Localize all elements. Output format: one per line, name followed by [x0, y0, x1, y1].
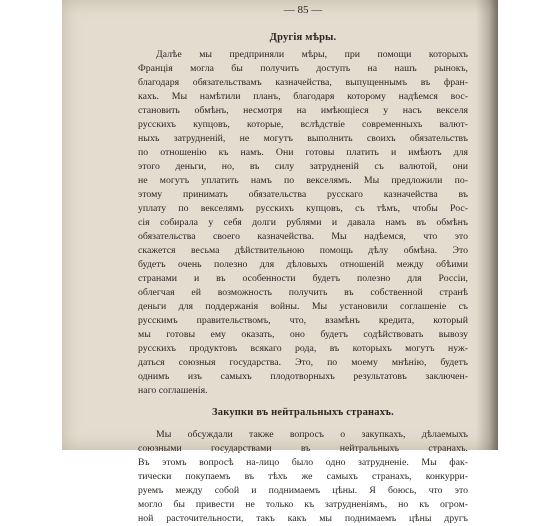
text-line: русскимъ правительствомъ, что, взамѣнъ кредита, который: [138, 315, 468, 326]
text-line: русскихъ продуктовъ всякаго рода, въ которыхъ могутъ нуж-: [138, 343, 468, 354]
text-line: по отношенію къ намъ. Они готовы платить и имѣютъ для: [138, 147, 468, 158]
text-line: Далѣе мы предприняли мѣры, при помощи которыхъ: [156, 49, 468, 60]
text-line: даться союзныя государства. Это, по моему мнѣнію, будетъ: [138, 357, 468, 368]
text-line: этого деньги, но, въ силу затрудненій съ валютой, они: [138, 161, 468, 172]
text-line: странами и въ особенности будетъ полезно для Россіи,: [138, 273, 468, 284]
text-line: ной расточительности, такъ какъ мы поднимаемъ цѣны другъ: [138, 513, 468, 524]
section-heading: Другія мѣры.: [269, 32, 337, 43]
text-line: руемъ между собой и поднимаемъ цѣны. Я боюсь, что это: [138, 485, 468, 496]
text-line: этому принимать обязательства русскаго казначейства въ: [138, 189, 468, 200]
text-line: мы готовы ему оказать, оно будетъ содѣйствовать вывозу: [138, 329, 468, 340]
text-line: Мы обсуждали также вопросъ о закупкахъ, дѣлаемыхъ: [156, 429, 468, 440]
text-line: тически покупаемъ въ тѣхъ же самыхъ странахъ, конкурри-: [138, 471, 468, 482]
book-spine-shadow: [476, 0, 498, 450]
paragraph: [138, 428, 468, 526]
text-line: сія собирала у себя долги рублями и давала намъ въ обмѣнъ: [138, 217, 468, 228]
text-line: будетъ очень полезно для дѣловыхъ отношеній между обѣими: [138, 259, 468, 270]
paragraph: [138, 48, 468, 398]
text-line: благодаря обязательствамъ казначейства, выпущеннымъ въ фран-: [138, 77, 468, 88]
text-line: облегчая ей возможность получить въ собственной странѣ: [138, 287, 468, 298]
text-line: кахъ. Мы намѣтили планъ, благодаря которому надѣемся вос-: [138, 91, 468, 102]
text-line: уплату по векселямъ русскихъ купцовъ, съ тѣмъ, чтобы Рос-: [138, 203, 468, 214]
text-line: не могутъ уплатить намъ по векселямъ. Мы предложили по-: [138, 175, 468, 186]
text-line: Франція могла бы получить доступъ на нашъ рынокъ,: [138, 63, 468, 74]
text-line: однимъ изъ самыхъ плодотворныхъ результатовъ заключен-: [138, 371, 468, 382]
page-content: [138, 4, 468, 526]
text-line: наго соглашенія.: [138, 385, 208, 396]
book-page: [62, 0, 498, 524]
text-line: деньги для поддержанія войны. Мы установили соглашеніе съ: [138, 301, 468, 312]
text-line: русскихъ купцовъ, которые, вслѣдствіе современныхъ валют-: [138, 119, 468, 130]
text-line: скажется весьма дѣйствительною помощь дѣлу обмѣна. Это: [138, 245, 468, 256]
text-line: Въ этомъ вопросѣ на-лицо было одно затрудненіе. Мы фак-: [138, 457, 468, 468]
text-line: ныхъ затрудненій, не могутъ выполнить своихъ обязательствъ: [138, 133, 468, 144]
section-other-measures: [138, 31, 468, 398]
page-number: — 85 —: [283, 4, 323, 16]
section-heading: Закупки въ нейтральныхъ странахъ.: [212, 407, 394, 418]
text-line: становить обмѣнъ, несмотря на имѣющіеся у насъ векселя: [138, 105, 468, 116]
text-line: могло бы привести не только къ затрудненіямъ, но къ огром-: [138, 499, 468, 510]
section-neutral-purchases: [138, 406, 468, 526]
text-line: союзными государствами въ нейтральныхъ странахъ.: [138, 443, 468, 454]
text-line: обязательства своего казначейства. Мы надѣемся, что это: [138, 231, 468, 242]
